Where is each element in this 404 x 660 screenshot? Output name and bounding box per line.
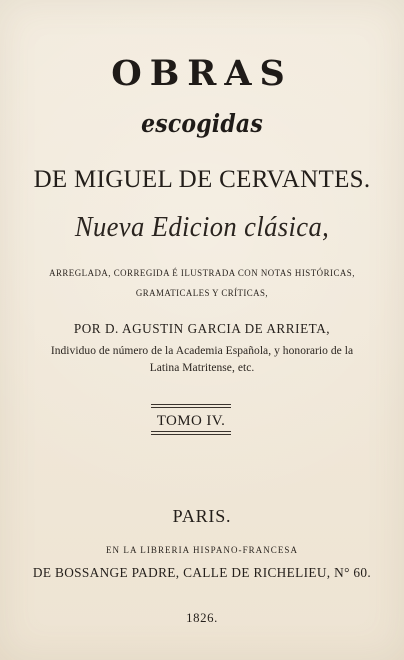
volume-label: TOMO IV. <box>156 413 226 429</box>
volume-block <box>151 404 231 436</box>
city-line: PARIS. <box>172 506 232 526</box>
volume-bottom-rule <box>151 431 231 436</box>
editor-role-line-1: Individuo de número de la Academia Española, y honorario de la <box>50 345 354 357</box>
publisher-line: DE BOSSANGE PADRE, CALLE DE RICHELIEU, N° 60. <box>32 565 372 580</box>
editor-line: POR D. AGUSTIN GARCIA DE ARRIETA, <box>73 321 331 336</box>
description-line-2: GRAMATICALES Y CRÍTICAS, <box>135 288 269 298</box>
year-line: 1826. <box>186 611 218 625</box>
description-line-1: ARREGLADA, CORREGIDA É ILUSTRADA CON NOTAS HISTÓRICAS, <box>49 268 355 278</box>
bookstore-line: EN LA LIBRERIA HISPANO-FRANCESA <box>106 545 298 555</box>
subtitle: escogidas <box>141 109 263 138</box>
author-line: DE MIGUEL DE CERVANTES. <box>33 166 371 193</box>
book-title: OBRAS <box>111 53 293 94</box>
volume-top-rule <box>151 404 231 409</box>
editor-role-line-2: Latina Matritense, etc. <box>149 362 255 374</box>
edition-line: Nueva Edicion clásica, <box>74 212 330 243</box>
